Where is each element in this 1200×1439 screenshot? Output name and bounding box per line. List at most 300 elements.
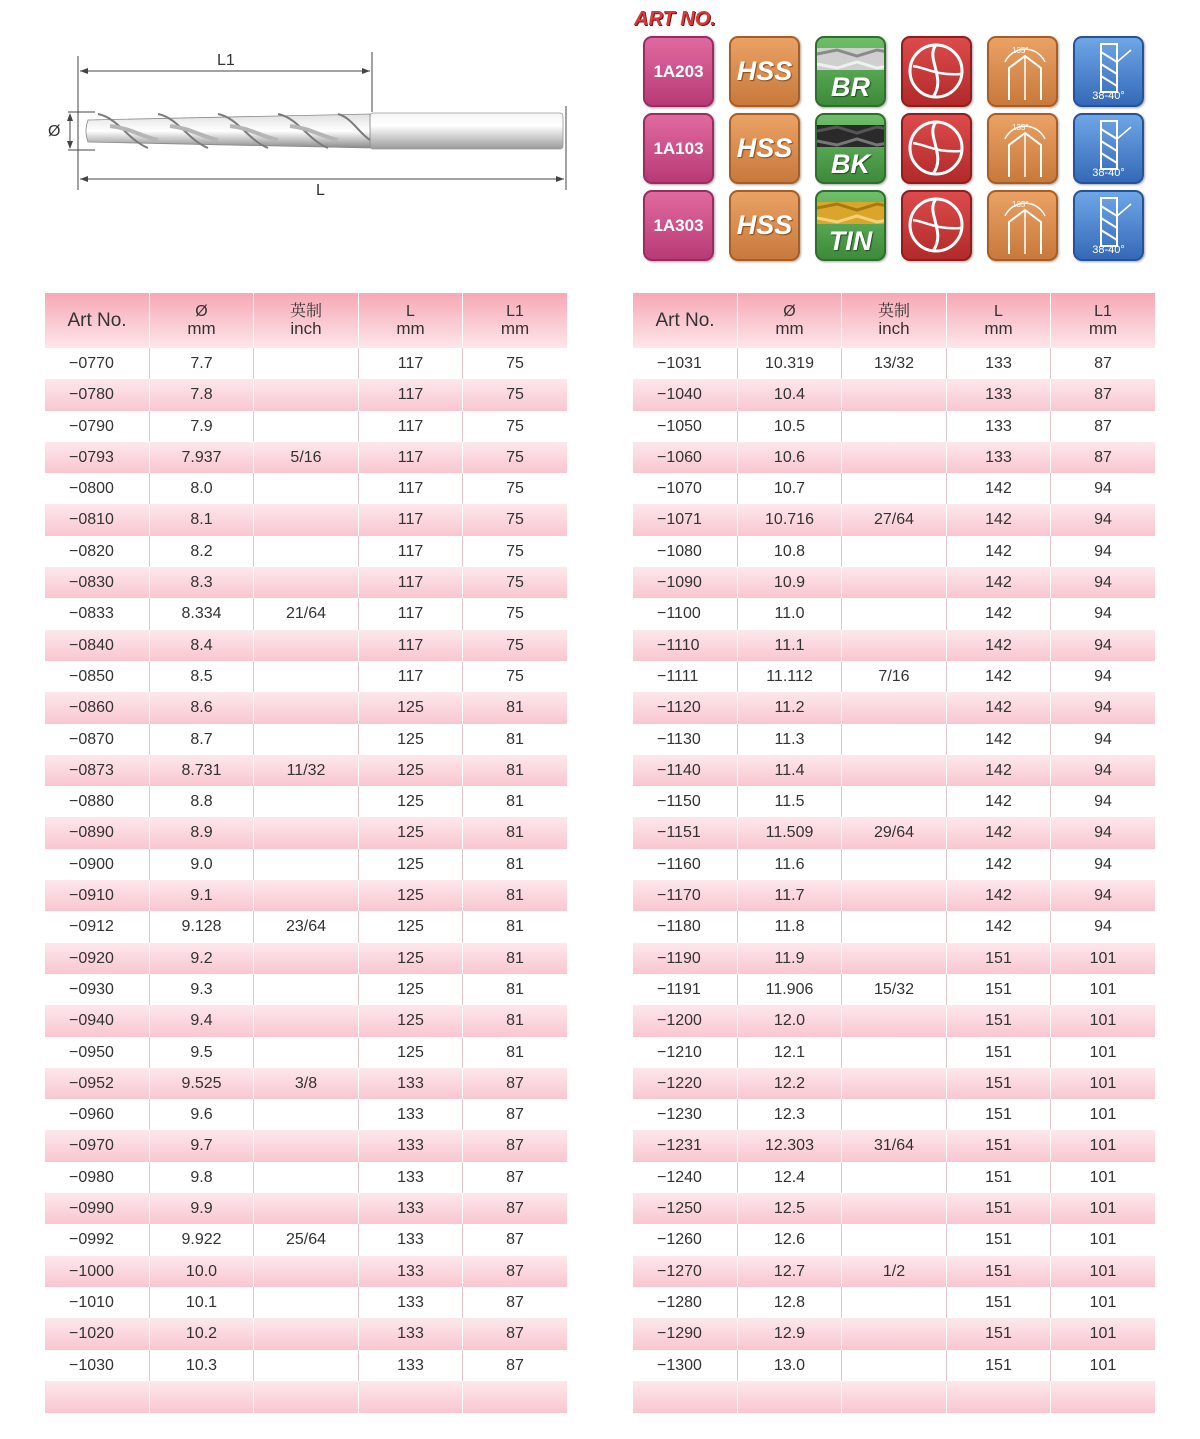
split-point-icon [903,115,972,184]
cell-flute-length: 101 [1050,1005,1155,1036]
cell-flute-length: 101 [1050,1037,1155,1068]
cell-art-no: −1030 [69,1356,114,1374]
cell-art-no: −1120 [657,699,701,717]
col-header-unit: mm [1088,319,1118,338]
cell-diameter: 10.4 [737,379,841,410]
coating-label: TIN [828,226,873,256]
cell-diameter: 8.7 [149,724,253,755]
table-row [45,536,567,567]
cell-diameter: 10.0 [149,1256,253,1287]
col-header-flute-length [462,293,567,348]
cell-art-no: −0912 [69,918,114,936]
cell-length: 151 [946,1162,1050,1193]
cell-inch [841,943,946,974]
cell-inch [253,1037,358,1068]
dim-label-d: Ø [48,123,61,140]
cell-flute-length: 94 [1050,504,1155,535]
cell-length: 117 [358,504,462,535]
cell-art-no: −0873 [69,761,114,779]
footer-cell [946,1381,1050,1413]
cell-art-no: −1260 [657,1231,702,1249]
cell-length: 117 [358,598,462,629]
footer-cell [462,1381,567,1413]
cell-inch [253,379,358,410]
cell-art-no: −0870 [69,730,114,748]
angle-label: 135° [1012,123,1029,132]
material-tile [729,113,800,184]
cell-art-no: −1100 [657,605,701,623]
cell-diameter: 11.906 [737,974,841,1005]
cell-art-no: −1040 [657,386,702,404]
point-tile [901,190,972,261]
cell-diameter: 9.0 [149,849,253,880]
cell-inch [253,1193,358,1224]
cell-art-no: −0960 [69,1106,114,1124]
table-row [45,442,567,473]
cell-flute-length: 87 [462,1068,567,1099]
cell-art-no: −1250 [657,1200,702,1218]
cell-art-no: −0952 [69,1074,114,1092]
cell-inch [841,379,946,410]
cell-diameter: 11.3 [737,724,841,755]
footer-cell [1050,1381,1155,1413]
cell-art-no: −0890 [69,824,114,842]
cell-inch [841,1193,946,1224]
art-code-tile [643,113,714,184]
cell-inch [841,598,946,629]
cell-diameter: 11.9 [737,943,841,974]
cell-length: 133 [358,1130,462,1161]
cell-art-no: −0880 [69,793,114,811]
material-tile [729,190,800,261]
drill-diagram [40,40,580,200]
coating-label: BR [831,72,870,102]
table-row [45,724,567,755]
material-tile [729,36,800,107]
coating-tile [815,113,886,184]
table-row [45,504,567,535]
table-row [45,1162,567,1193]
table-body [633,348,1155,1381]
cell-length: 142 [946,504,1050,535]
table-row [45,1287,567,1318]
cell-flute-length: 87 [462,1318,567,1349]
table-row [633,1068,1155,1099]
table-row [633,911,1155,942]
table-row [633,473,1155,504]
cell-inch [253,504,358,535]
table-header [45,293,567,348]
cell-flute-length: 81 [462,817,567,848]
dim-label-l: L [316,182,325,199]
cell-inch [253,1287,358,1318]
cell-art-no: −0833 [69,605,114,623]
cell-diameter: 9.6 [149,1099,253,1130]
cell-length: 125 [358,755,462,786]
cell-inch: 21/64 [253,598,358,629]
cell-inch [841,724,946,755]
art-code-tile [643,36,714,107]
cell-diameter: 8.4 [149,630,253,661]
cell-flute-length: 75 [462,442,567,473]
cell-flute-length: 87 [462,1224,567,1255]
cell-length: 151 [946,1318,1050,1349]
dim-label-l1: L1 [217,52,235,69]
cell-inch [841,911,946,942]
cell-flute-length: 94 [1050,630,1155,661]
cell-diameter: 7.7 [149,348,253,379]
cell-inch [841,1318,946,1349]
point-angle-tile [987,36,1058,107]
footer-cell [149,1381,253,1413]
cell-length: 151 [946,1068,1050,1099]
cell-length: 125 [358,974,462,1005]
table-row [45,411,567,442]
cell-flute-length: 81 [462,1037,567,1068]
cell-art-no: −1300 [657,1356,702,1374]
cell-flute-length: 81 [462,755,567,786]
table-footer [45,1381,567,1413]
cell-length: 142 [946,817,1050,848]
size-table-right [633,293,1155,1413]
cell-art-no: −1070 [657,480,702,498]
cell-diameter: 10.716 [737,504,841,535]
col-header-unit: inch [290,319,322,338]
point-angle-tile [987,190,1058,261]
cell-art-no: −1031 [657,355,702,372]
cell-inch [253,974,358,1005]
cell-art-no: −1050 [657,417,702,435]
cell-length: 133 [946,379,1050,410]
cell-diameter: 7.937 [149,442,253,473]
cell-diameter: 8.6 [149,692,253,723]
table-row [633,724,1155,755]
cell-art-no: −1060 [657,448,702,466]
cell-inch [841,1005,946,1036]
cell-diameter: 8.8 [149,786,253,817]
table-row [45,1037,567,1068]
cell-length: 151 [946,1256,1050,1287]
angle-label: 135° [1012,200,1029,209]
cell-diameter: 12.0 [737,1005,841,1036]
table-row [633,1350,1155,1381]
table-row [45,1256,567,1287]
cell-diameter: 10.7 [737,473,841,504]
cell-diameter: 11.0 [737,598,841,629]
art-code: 1A303 [653,216,704,235]
table-row [45,692,567,723]
table-row [633,755,1155,786]
table-row [45,1224,567,1255]
cell-length: 151 [946,1005,1050,1036]
cell-length: 151 [946,1130,1050,1161]
cell-diameter: 8.5 [149,661,253,692]
cell-flute-length: 81 [462,692,567,723]
cell-flute-length: 75 [462,661,567,692]
cell-flute-length: 101 [1050,1350,1155,1381]
cell-inch [253,661,358,692]
cell-flute-length: 81 [462,943,567,974]
cell-flute-length: 94 [1050,786,1155,817]
cell-flute-length: 101 [1050,1162,1155,1193]
cell-art-no: −0770 [69,355,114,372]
cell-art-no: −1240 [657,1168,702,1186]
cell-diameter: 11.1 [737,630,841,661]
table-row [45,786,567,817]
cell-art-no: −1071 [657,511,702,529]
split-point-icon [903,192,972,261]
cell-length: 117 [358,473,462,504]
table-row [633,1130,1155,1161]
cell-inch [253,411,358,442]
cell-art-no: −0900 [69,855,114,873]
table-row [633,1318,1155,1349]
cell-diameter: 11.4 [737,755,841,786]
col-header-unit: mm [775,319,804,338]
cell-diameter: 7.9 [149,411,253,442]
material-label: HSS [736,210,793,240]
table-row [45,755,567,786]
cell-flute-length: 101 [1050,1193,1155,1224]
table-row [633,536,1155,567]
cell-flute-length: 75 [462,630,567,661]
cell-art-no: −0950 [69,1043,114,1061]
table-row [633,1287,1155,1318]
cell-art-no: −0990 [69,1200,114,1218]
cell-flute-length: 94 [1050,598,1155,629]
cell-diameter: 11.2 [737,692,841,723]
cell-inch: 25/64 [253,1224,358,1255]
footer-cell [253,1381,358,1413]
cell-art-no: −1180 [657,918,701,936]
cell-length: 142 [946,880,1050,911]
cell-diameter: 13.0 [737,1350,841,1381]
cell-art-no: −1090 [657,574,702,592]
cell-inch [253,567,358,598]
cell-diameter: 12.3 [737,1099,841,1130]
table-row [45,567,567,598]
cell-diameter: 9.2 [149,943,253,974]
cell-art-no: −1220 [657,1074,702,1092]
cell-inch: 1/2 [841,1256,946,1287]
table-row [633,442,1155,473]
cell-flute-length: 94 [1050,849,1155,880]
footer-cell [358,1381,462,1413]
cell-length: 125 [358,786,462,817]
cell-art-no: −1111 [657,667,699,685]
cell-inch: 27/64 [841,504,946,535]
cell-length: 142 [946,567,1050,598]
table-row [45,473,567,504]
cell-flute-length: 81 [462,786,567,817]
cell-diameter: 9.4 [149,1005,253,1036]
split-point-icon [903,38,972,107]
table-row [633,849,1155,880]
cell-inch [841,1224,946,1255]
col-header-diameter [149,293,253,348]
cell-length: 117 [358,348,462,379]
cell-inch [253,1318,358,1349]
cell-inch [253,786,358,817]
cell-flute-length: 94 [1050,567,1155,598]
cell-flute-length: 94 [1050,880,1155,911]
cell-length: 125 [358,880,462,911]
cell-flute-length: 101 [1050,1256,1155,1287]
cell-flute-length: 94 [1050,755,1155,786]
cell-inch [253,348,358,379]
cell-art-no: −1130 [657,730,701,748]
cell-flute-length: 75 [462,567,567,598]
cell-art-no: −0940 [69,1012,114,1030]
cell-diameter: 12.303 [737,1130,841,1161]
cell-length: 142 [946,536,1050,567]
table-row [633,567,1155,598]
cell-length: 133 [358,1068,462,1099]
size-table-left [45,293,567,1413]
cell-inch [253,1162,358,1193]
cell-diameter: 10.3 [149,1350,253,1381]
cell-inch [253,1130,358,1161]
cell-diameter: 9.3 [149,974,253,1005]
cell-art-no: −1270 [657,1262,702,1280]
cell-flute-length: 87 [462,1099,567,1130]
cell-flute-length: 81 [462,1005,567,1036]
cell-flute-length: 75 [462,473,567,504]
cell-art-no: −1110 [657,636,700,654]
cell-diameter: 9.922 [149,1224,253,1255]
cell-art-no: −1230 [657,1106,702,1124]
cell-length: 142 [946,911,1050,942]
point-tile [901,36,972,107]
cell-art-no: −0980 [69,1168,114,1186]
cell-diameter: 10.9 [737,567,841,598]
col-header-label: L [994,303,1003,320]
cell-inch [841,692,946,723]
col-header-label: Ø [783,303,796,320]
cell-length: 151 [946,1193,1050,1224]
cell-art-no: −1290 [657,1325,702,1343]
cell-flute-length: 87 [462,1287,567,1318]
cell-art-no: −0800 [69,480,114,498]
cell-flute-length: 81 [462,974,567,1005]
col-header-label: Art No. [67,310,127,331]
cell-inch [841,630,946,661]
helix-tile [1073,113,1144,184]
cell-flute-length: 101 [1050,943,1155,974]
cell-length: 125 [358,692,462,723]
cell-diameter: 9.525 [149,1068,253,1099]
cell-inch [841,786,946,817]
cell-inch [841,1287,946,1318]
cell-length: 133 [358,1350,462,1381]
cell-length: 142 [946,849,1050,880]
cell-inch [253,1005,358,1036]
table-row [633,1005,1155,1036]
table-row [45,1350,567,1381]
cell-diameter: 12.9 [737,1318,841,1349]
cell-flute-length: 94 [1050,661,1155,692]
cell-inch [841,755,946,786]
table-row [633,1037,1155,1068]
cell-inch [253,943,358,974]
cell-flute-length: 87 [1050,379,1155,410]
cell-length: 133 [946,411,1050,442]
helix-tile [1073,36,1144,107]
cell-length: 117 [358,442,462,473]
table-row [45,598,567,629]
cell-length: 142 [946,473,1050,504]
helix-label: 38-40° [1092,90,1125,102]
cell-flute-length: 87 [462,1193,567,1224]
cell-diameter: 12.4 [737,1162,841,1193]
cell-inch: 13/32 [841,348,946,379]
cell-length: 142 [946,661,1050,692]
cell-inch [253,849,358,880]
cell-art-no: −1151 [657,824,701,842]
cell-art-no: −1191 [657,980,701,998]
cell-flute-length: 94 [1050,536,1155,567]
table-row [45,943,567,974]
table-body [45,348,567,1381]
cell-length: 151 [946,1287,1050,1318]
col-header-unit: mm [187,319,216,338]
cell-diameter: 8.3 [149,567,253,598]
cell-art-no: −1200 [657,1012,702,1030]
cell-flute-length: 75 [462,411,567,442]
cell-flute-length: 87 [462,1130,567,1161]
cell-flute-length: 94 [1050,692,1155,723]
cell-length: 151 [946,974,1050,1005]
cell-length: 117 [358,661,462,692]
cell-diameter: 8.334 [149,598,253,629]
cell-diameter: 12.1 [737,1037,841,1068]
cell-inch [841,473,946,504]
col-header-art-no [633,293,737,348]
cell-inch [841,1099,946,1130]
point-tile [901,113,972,184]
table-row [45,348,567,379]
cell-length: 142 [946,692,1050,723]
table-row [45,911,567,942]
cell-inch [253,630,358,661]
material-label: HSS [736,133,793,163]
cell-art-no: −1150 [657,793,701,811]
table-row [633,786,1155,817]
col-header-label: 英制 [289,303,322,320]
cell-length: 125 [358,724,462,755]
cell-inch [841,880,946,911]
col-header-label: L1 [1094,303,1112,320]
helix-label: 38-40° [1092,244,1125,256]
cell-art-no: −0790 [69,417,114,435]
cell-art-no: −0850 [69,667,114,685]
cell-length: 142 [946,724,1050,755]
cell-flute-length: 81 [462,911,567,942]
table-row [45,379,567,410]
col-header-diameter [737,293,841,348]
cell-diameter: 8.9 [149,817,253,848]
col-header-length [358,293,462,348]
cell-diameter: 10.8 [737,536,841,567]
cell-inch: 5/16 [253,442,358,473]
cell-diameter: 12.2 [737,1068,841,1099]
cell-diameter: 12.7 [737,1256,841,1287]
cell-inch [253,1099,358,1130]
cell-art-no: −0860 [69,699,114,717]
col-header-unit: mm [984,319,1013,338]
cell-art-no: −0840 [69,636,114,654]
cell-flute-length: 94 [1050,724,1155,755]
